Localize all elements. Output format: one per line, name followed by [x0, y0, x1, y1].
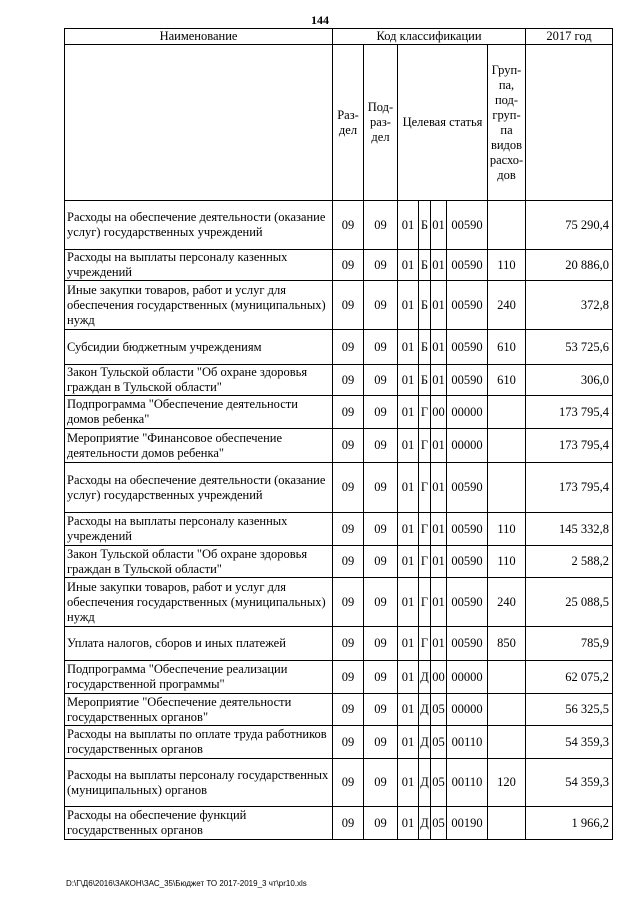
row-target-direction: 00590 — [447, 250, 488, 281]
row-sum-2017: 20 886,0 — [526, 250, 613, 281]
row-target-program: 01 — [398, 365, 419, 396]
row-razdel: 09 — [333, 396, 364, 429]
row-podrazdel: 09 — [364, 546, 398, 578]
row-target-measure: 01 — [431, 330, 447, 365]
row-target-program: 01 — [398, 463, 419, 513]
row-target-direction: 00590 — [447, 201, 488, 250]
row-target-measure: 00 — [431, 661, 447, 694]
header-expense-group: Груп- па, под- груп- па видов расхо- дов — [488, 45, 526, 201]
row-podrazdel: 09 — [364, 661, 398, 694]
table-row — [65, 546, 613, 578]
table-row — [65, 201, 613, 250]
row-target-measure: 01 — [431, 429, 447, 463]
row-razdel: 09 — [333, 578, 364, 627]
row-expense-group — [488, 201, 526, 250]
row-target-measure: 05 — [431, 694, 447, 726]
row-target-subprogram: Д — [419, 759, 431, 807]
row-sum-2017: 75 290,4 — [526, 201, 613, 250]
table-row — [65, 726, 613, 759]
row-name: Мероприятие "Обеспечение деятельности государственных органов" — [65, 694, 333, 726]
row-podrazdel: 09 — [364, 726, 398, 759]
table-row — [65, 661, 613, 694]
row-target-measure: 01 — [431, 365, 447, 396]
row-name: Мероприятие "Финансовое обеспечение деятельности домов ребенка" — [65, 429, 333, 463]
table-row — [65, 281, 613, 330]
row-target-measure: 01 — [431, 201, 447, 250]
row-name: Иные закупки товаров, работ и услуг для обеспечения государственных (муниципальных) нужд — [65, 578, 333, 627]
row-target-measure: 01 — [431, 627, 447, 661]
row-sum-2017: 306,0 — [526, 365, 613, 396]
row-podrazdel: 09 — [364, 429, 398, 463]
row-target-measure: 05 — [431, 759, 447, 807]
row-sum-2017: 62 075,2 — [526, 661, 613, 694]
row-razdel: 09 — [333, 463, 364, 513]
row-target-subprogram: Г — [419, 463, 431, 513]
row-expense-group: 240 — [488, 281, 526, 330]
table-row — [65, 396, 613, 429]
row-name: Закон Тульской области "Об охране здоровья граждан в Тульской области" — [65, 365, 333, 396]
row-target-subprogram: Б — [419, 365, 431, 396]
row-target-program: 01 — [398, 250, 419, 281]
row-target-subprogram: Д — [419, 661, 431, 694]
row-target-program: 01 — [398, 396, 419, 429]
row-target-direction: 00000 — [447, 694, 488, 726]
row-target-direction: 00590 — [447, 330, 488, 365]
row-podrazdel: 09 — [364, 578, 398, 627]
row-name: Расходы на обеспечение деятельности (оказание услуг) государственных учреждений — [65, 463, 333, 513]
row-podrazdel: 09 — [364, 281, 398, 330]
row-target-program: 01 — [398, 513, 419, 546]
subheader-row — [65, 45, 613, 201]
row-expense-group: 240 — [488, 578, 526, 627]
row-expense-group: 110 — [488, 513, 526, 546]
row-target-measure: 01 — [431, 250, 447, 281]
row-target-subprogram: Г — [419, 429, 431, 463]
row-target-direction: 00000 — [447, 429, 488, 463]
row-target-direction: 00590 — [447, 281, 488, 330]
row-sum-2017: 145 332,8 — [526, 513, 613, 546]
row-name: Расходы на обеспечение функций государственных органов — [65, 807, 333, 840]
row-target-program: 01 — [398, 726, 419, 759]
row-podrazdel: 09 — [364, 513, 398, 546]
row-expense-group — [488, 429, 526, 463]
row-razdel: 09 — [333, 546, 364, 578]
row-sum-2017: 2 588,2 — [526, 546, 613, 578]
row-target-program: 01 — [398, 578, 419, 627]
header-name: Наименование — [65, 29, 333, 45]
table-row — [65, 513, 613, 546]
row-target-direction: 00590 — [447, 365, 488, 396]
row-podrazdel: 09 — [364, 330, 398, 365]
row-name: Расходы на выплаты персоналу казенных учреждений — [65, 250, 333, 281]
header-row — [65, 29, 613, 45]
row-name: Закон Тульской области "Об охране здоровья граждан в Тульской области" — [65, 546, 333, 578]
row-target-subprogram: Б — [419, 250, 431, 281]
row-name: Подпрограмма "Обеспечение деятельности домов ребенка" — [65, 396, 333, 429]
row-target-measure: 01 — [431, 281, 447, 330]
table-row — [65, 759, 613, 807]
row-expense-group — [488, 661, 526, 694]
row-expense-group: 610 — [488, 330, 526, 365]
row-sum-2017: 173 795,4 — [526, 429, 613, 463]
row-expense-group — [488, 694, 526, 726]
row-target-subprogram: Г — [419, 513, 431, 546]
row-expense-group — [488, 463, 526, 513]
row-target-subprogram: Г — [419, 578, 431, 627]
row-name: Субсидии бюджетным учреждениям — [65, 330, 333, 365]
row-podrazdel: 09 — [364, 396, 398, 429]
row-sum-2017: 54 359,3 — [526, 759, 613, 807]
row-sum-2017: 372,8 — [526, 281, 613, 330]
row-expense-group — [488, 726, 526, 759]
row-expense-group: 110 — [488, 250, 526, 281]
row-target-program: 01 — [398, 546, 419, 578]
file-path-footer: D:\Г\Д6\2016\ЗАКОН\ЗАС_35\Бюджет ТО 2017-2019_3 чт\pr10.xls — [66, 879, 307, 888]
row-target-subprogram: Г — [419, 396, 431, 429]
row-target-measure: 01 — [431, 578, 447, 627]
row-razdel: 09 — [333, 365, 364, 396]
row-target-direction: 00590 — [447, 578, 488, 627]
row-razdel: 09 — [333, 429, 364, 463]
row-podrazdel: 09 — [364, 463, 398, 513]
row-sum-2017: 1 966,2 — [526, 807, 613, 840]
row-target-subprogram: Г — [419, 627, 431, 661]
row-target-direction: 00110 — [447, 759, 488, 807]
row-name: Подпрограмма "Обеспечение реализации государственной программы" — [65, 661, 333, 694]
row-target-program: 01 — [398, 627, 419, 661]
row-expense-group — [488, 807, 526, 840]
row-target-subprogram: Д — [419, 807, 431, 840]
row-razdel: 09 — [333, 694, 364, 726]
row-target-direction: 00190 — [447, 807, 488, 840]
page-number: 144 — [311, 13, 329, 27]
row-target-subprogram: Д — [419, 694, 431, 726]
row-target-program: 01 — [398, 807, 419, 840]
table-body — [65, 201, 613, 840]
row-razdel: 09 — [333, 201, 364, 250]
row-razdel: 09 — [333, 513, 364, 546]
row-sum-2017: 53 725,6 — [526, 330, 613, 365]
row-target-subprogram: Г — [419, 546, 431, 578]
row-target-program: 01 — [398, 429, 419, 463]
row-razdel: 09 — [333, 627, 364, 661]
row-name: Расходы на обеспечение деятельности (оказание услуг) государственных учреждений — [65, 201, 333, 250]
row-expense-group: 110 — [488, 546, 526, 578]
row-razdel: 09 — [333, 759, 364, 807]
row-name: Иные закупки товаров, работ и услуг для обеспечения государственных (муниципальных) нужд — [65, 281, 333, 330]
row-target-measure: 05 — [431, 726, 447, 759]
row-sum-2017: 54 359,3 — [526, 726, 613, 759]
row-target-direction: 00590 — [447, 463, 488, 513]
row-sum-2017: 25 088,5 — [526, 578, 613, 627]
table-row — [65, 694, 613, 726]
row-sum-2017: 173 795,4 — [526, 396, 613, 429]
row-razdel: 09 — [333, 726, 364, 759]
row-razdel: 09 — [333, 330, 364, 365]
row-sum-2017: 173 795,4 — [526, 463, 613, 513]
row-podrazdel: 09 — [364, 694, 398, 726]
row-target-direction: 00000 — [447, 661, 488, 694]
row-name: Расходы на выплаты персоналу казенных учреждений — [65, 513, 333, 546]
row-target-subprogram: Б — [419, 281, 431, 330]
row-name: Расходы на выплаты персоналу государственных (муниципальных) органов — [65, 759, 333, 807]
row-podrazdel: 09 — [364, 201, 398, 250]
table-row — [65, 429, 613, 463]
row-sum-2017: 56 325,5 — [526, 694, 613, 726]
row-target-subprogram: Б — [419, 201, 431, 250]
row-target-subprogram: Д — [419, 726, 431, 759]
table-row — [65, 807, 613, 840]
row-target-measure: 01 — [431, 463, 447, 513]
row-target-measure: 01 — [431, 546, 447, 578]
row-target-measure: 05 — [431, 807, 447, 840]
row-expense-group — [488, 396, 526, 429]
header-name-blank — [65, 45, 333, 201]
row-target-direction: 00590 — [447, 546, 488, 578]
row-name: Расходы на выплаты по оплате труда работников государственных органов — [65, 726, 333, 759]
row-target-program: 01 — [398, 694, 419, 726]
table-row — [65, 250, 613, 281]
row-target-direction: 00000 — [447, 396, 488, 429]
row-expense-group: 610 — [488, 365, 526, 396]
budget-table — [64, 28, 613, 840]
row-target-measure: 01 — [431, 513, 447, 546]
header-razdel: Раз- дел — [333, 45, 364, 201]
row-podrazdel: 09 — [364, 250, 398, 281]
table-row — [65, 365, 613, 396]
row-expense-group: 850 — [488, 627, 526, 661]
row-target-program: 01 — [398, 330, 419, 365]
row-podrazdel: 09 — [364, 807, 398, 840]
header-classification: Код классификации — [333, 29, 526, 45]
table-row — [65, 578, 613, 627]
row-podrazdel: 09 — [364, 627, 398, 661]
row-target-program: 01 — [398, 281, 419, 330]
row-podrazdel: 09 — [364, 759, 398, 807]
row-sum-2017: 785,9 — [526, 627, 613, 661]
row-name: Уплата налогов, сборов и иных платежей — [65, 627, 333, 661]
header-year: 2017 год — [526, 29, 613, 45]
row-razdel: 09 — [333, 807, 364, 840]
row-expense-group: 120 — [488, 759, 526, 807]
header-target-article: Целевая статья — [398, 45, 488, 201]
row-razdel: 09 — [333, 281, 364, 330]
row-target-direction: 00590 — [447, 627, 488, 661]
row-target-subprogram: Б — [419, 330, 431, 365]
row-target-direction: 00590 — [447, 513, 488, 546]
row-target-program: 01 — [398, 759, 419, 807]
row-razdel: 09 — [333, 250, 364, 281]
row-target-program: 01 — [398, 201, 419, 250]
header-podrazdel: Под- раз- дел — [364, 45, 398, 201]
row-target-program: 01 — [398, 661, 419, 694]
header-year-blank — [526, 45, 613, 201]
row-target-direction: 00110 — [447, 726, 488, 759]
table-row — [65, 627, 613, 661]
table-row — [65, 463, 613, 513]
row-razdel: 09 — [333, 661, 364, 694]
row-target-measure: 00 — [431, 396, 447, 429]
row-podrazdel: 09 — [364, 365, 398, 396]
table-row — [65, 330, 613, 365]
